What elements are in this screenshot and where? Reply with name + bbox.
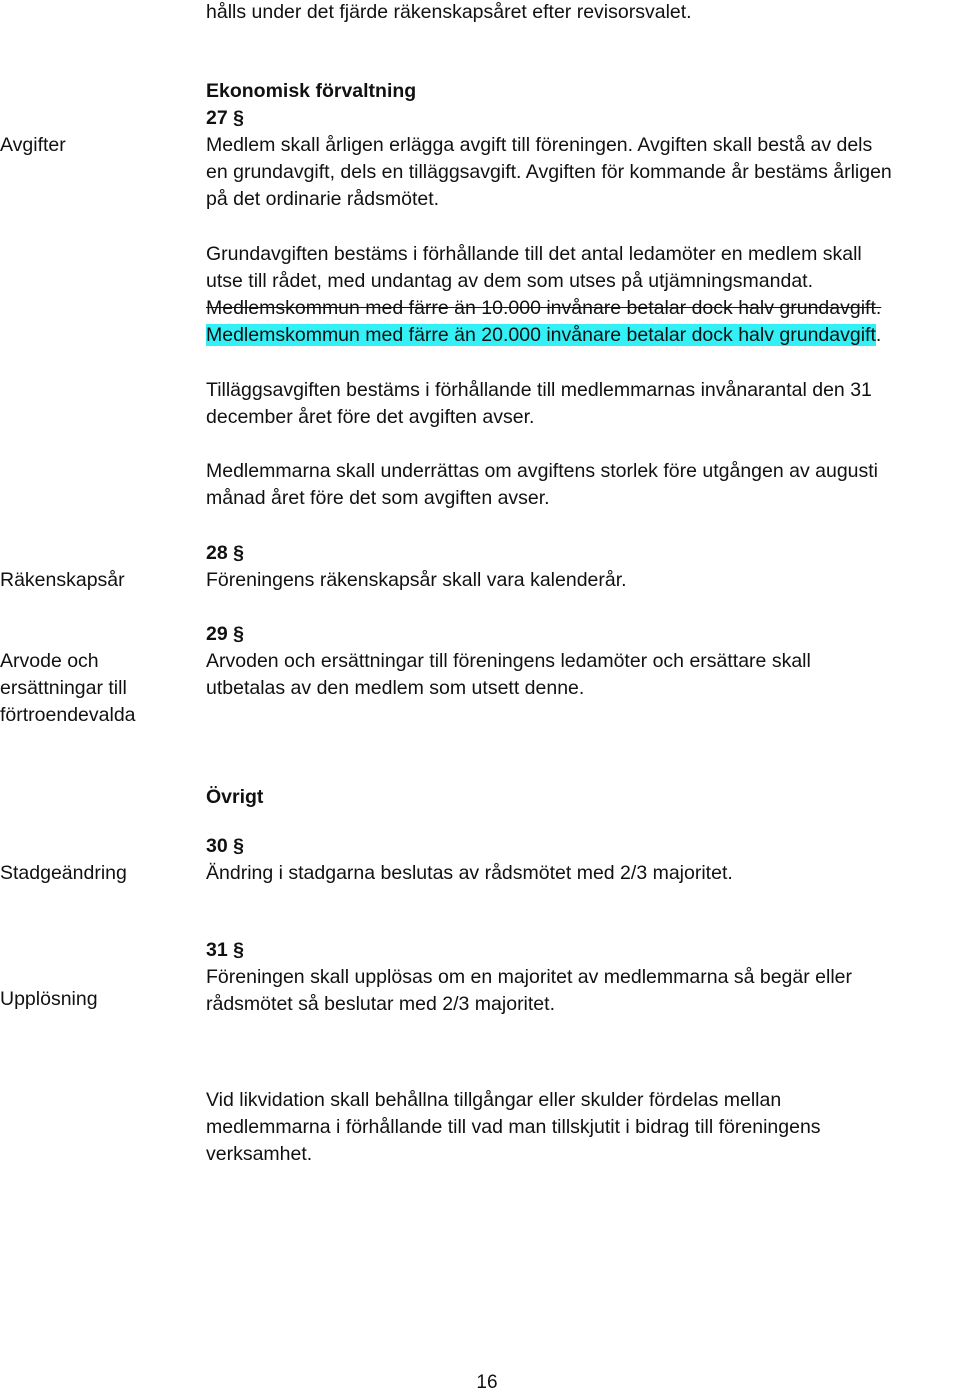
text-line: utse till rådet, med undantag av dem som utses på utjämningsmandat.: [206, 270, 814, 292]
paragraph-27-tillaggsavgift: [206, 377, 960, 431]
paragraph-number-29: 29 §: [206, 623, 244, 645]
text-line: verksamhet.: [206, 1143, 313, 1165]
text-line: Medlemmarna skall underrättas om avgiftens storlek före utgången av augusti: [206, 460, 879, 482]
paragraph-number-27: 27 §: [206, 107, 244, 129]
margin-label-arvode: [0, 648, 180, 729]
text-line: Medlem skall årligen erlägga avgift till föreningen. Avgiften skall bestå av dels: [206, 134, 873, 156]
highlight-tail: .: [875, 324, 882, 346]
paragraph-27-grundavgift: [206, 241, 960, 349]
section-heading-ekonomisk: Ekonomisk förvaltning: [206, 80, 417, 102]
continuation-line: hålls under det fjärde räkenskapsåret efter revisorsvalet.: [206, 1, 692, 23]
text-line: Föreningen skall upplösas om en majoritet av medlemmarna så begär eller: [206, 966, 852, 988]
margin-label-upplosning: Upplösning: [0, 988, 98, 1010]
text-line: medlemmarna i förhållande till vad man tillskjutit i bidrag till föreningens: [206, 1116, 821, 1138]
paragraph-number-30: 30 §: [206, 835, 244, 857]
paragraph-31: [206, 937, 960, 1018]
text-line: december året före det avgiften avser.: [206, 406, 535, 428]
text-line: Tilläggsavgiften bestäms i förhållande till medlemmarnas invånarantal den 31: [206, 379, 872, 401]
margin-label-line: ersättningar till: [0, 677, 127, 699]
margin-label-avgifter: Avgifter: [0, 134, 66, 156]
text-line: Arvoden och ersättningar till föreningens ledamöter och ersättare skall: [206, 650, 811, 672]
margin-label-line: förtroendevalda: [0, 704, 136, 726]
paragraph-29: [206, 621, 960, 702]
margin-label-stadgeandring: Stadgeändring: [0, 862, 127, 884]
paragraph-30: [206, 833, 960, 887]
paragraph-number-28: 28 §: [206, 542, 244, 564]
section-heading-ovrigt: Övrigt: [206, 786, 264, 808]
struck-text-line: Medlemskommun med färre än 10.000 invånare betalar dock halv grundavgift.: [206, 297, 882, 319]
margin-label-rakenskapsar: Räkenskapsår: [0, 569, 125, 591]
text-line: på det ordinarie rådsmötet.: [206, 188, 440, 210]
text-line: Föreningens räkenskapsår skall vara kalenderår.: [206, 569, 627, 591]
paragraph-28: [206, 540, 960, 594]
text-line: månad året före det som avgiften avser.: [206, 487, 550, 509]
text-line: en grundavgift, dels en tilläggsavgift. Avgiften för kommande år bestäms årligen: [206, 161, 892, 183]
text-line: Grundavgiften bestäms i förhållande till det antal ledamöter en medlem skall: [206, 243, 862, 265]
highlighted-text: Medlemskommun med färre än 20.000 invånare betalar dock halv grundavgift: [206, 324, 876, 346]
paragraph-number-31: 31 §: [206, 939, 244, 961]
paragraph-31-likvidation: [206, 1087, 960, 1168]
text-line: rådsmötet så beslutar med 2/3 majoritet.: [206, 993, 555, 1015]
page-number: 16: [476, 1372, 498, 1393]
text-line: Ändring i stadgarna beslutas av rådsmötet med 2/3 majoritet.: [206, 862, 733, 884]
text-line: Vid likvidation skall behållna tillgångar eller skulder fördelas mellan: [206, 1089, 782, 1111]
margin-label-line: Arvode och: [0, 650, 99, 672]
paragraph-27-underrattelse: [206, 458, 960, 512]
paragraph-27: [206, 105, 960, 213]
highlighted-text-line: [206, 322, 960, 349]
text-line: utbetalas av den medlem som utsett denne.: [206, 677, 585, 699]
